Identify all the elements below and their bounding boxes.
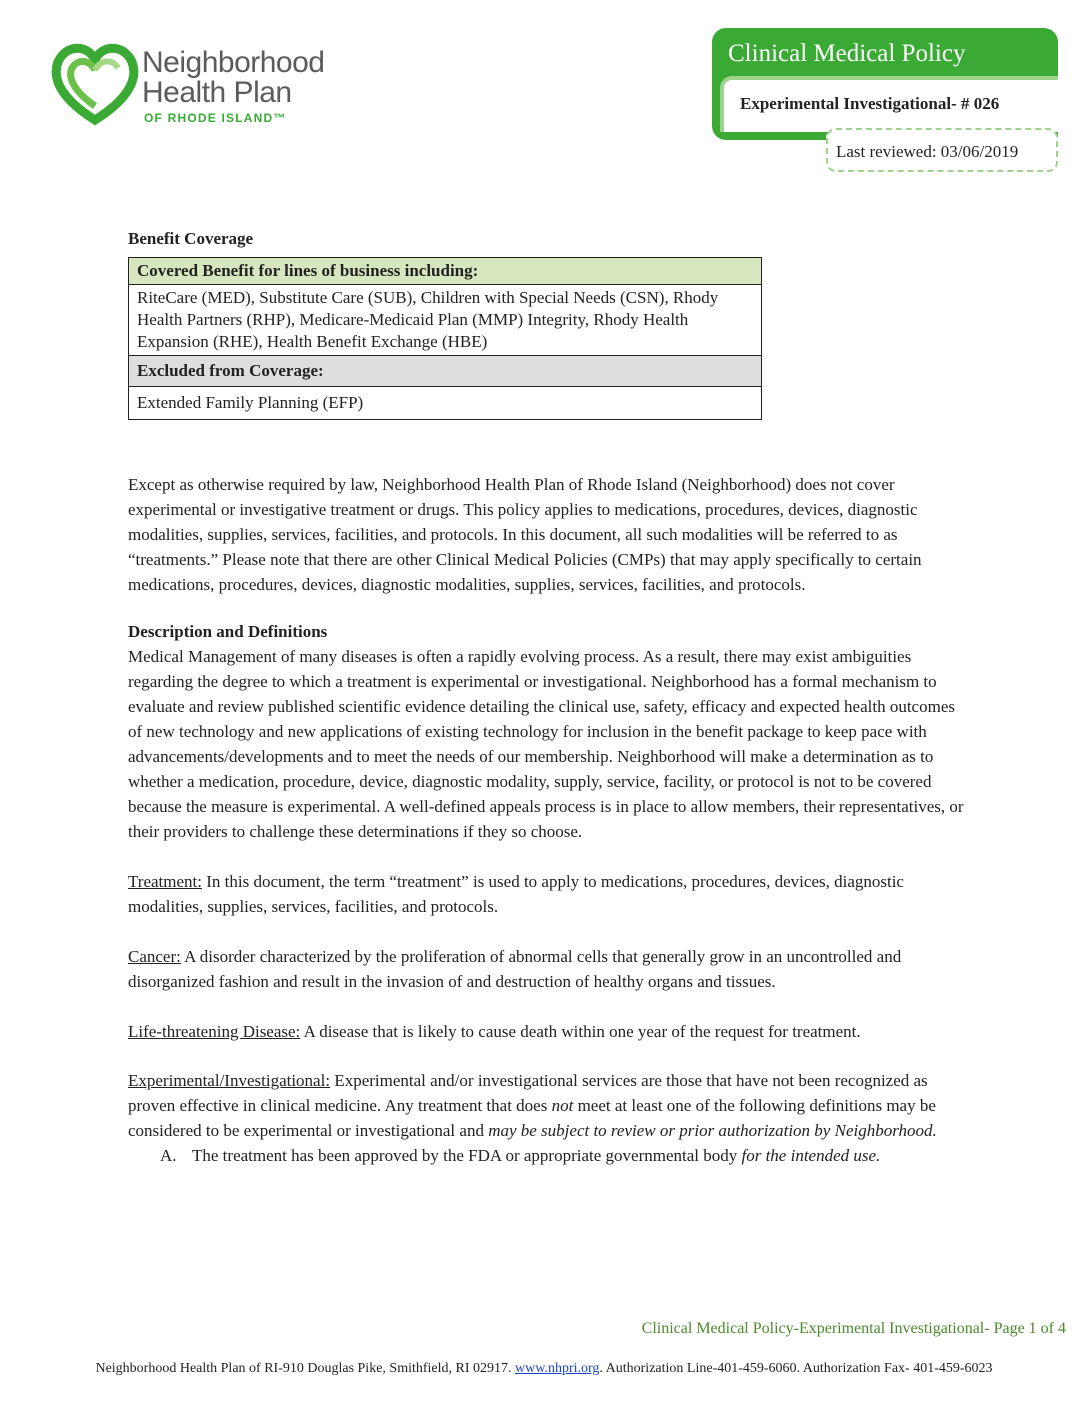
life-threatening-definition bbox=[128, 1019, 964, 1044]
benefit-heading: Benefit Coverage bbox=[128, 229, 254, 248]
coverage-table bbox=[128, 257, 762, 420]
list-item bbox=[160, 1143, 964, 1168]
table-row bbox=[129, 387, 762, 420]
life-threatening-text: A disease that is likely to cause death within one year of the request for treatment. bbox=[300, 1022, 861, 1041]
heart-logo-icon bbox=[50, 40, 140, 126]
table-row bbox=[129, 356, 762, 387]
item-a-italic: for the intended use. bbox=[741, 1146, 881, 1165]
definitions-heading: Description and Definitions bbox=[128, 622, 328, 641]
page-footer: Clinical Medical Policy-Experimental Investigational- Page 1 of 4 bbox=[641, 1320, 1066, 1337]
logo bbox=[50, 40, 350, 130]
last-reviewed: Last reviewed: 03/06/2019 bbox=[836, 142, 1019, 161]
cancer-term: Cancer: bbox=[128, 947, 181, 966]
policy-name: Experimental Investigational- # 026 bbox=[740, 94, 1000, 113]
address-contact: . Authorization Line-401-459-6060. Authorization Fax- 401-459-6023 bbox=[599, 1361, 993, 1376]
excluded-text: Extended Family Planning (EFP) bbox=[129, 387, 762, 420]
experimental-not: not bbox=[551, 1096, 574, 1115]
item-a-label: A. bbox=[160, 1146, 177, 1165]
life-threatening-term: Life-threatening Disease: bbox=[128, 1022, 301, 1041]
excluded-header: Excluded from Coverage: bbox=[129, 356, 762, 387]
logo-name-line2: Health Plan bbox=[142, 76, 292, 109]
covered-header: Covered Benefit for lines of business including: bbox=[129, 258, 762, 285]
logo-name-line1: Neighborhood bbox=[142, 46, 325, 79]
experimental-definition bbox=[128, 1068, 964, 1143]
address-text: Neighborhood Health Plan of RI-910 Douglas Pike, Smithfield, RI 02917. bbox=[95, 1361, 516, 1376]
last-reviewed-box bbox=[826, 128, 1058, 172]
treatment-text: In this document, the term “treatment” is used to apply to medications, procedures, devices, diagnostic modalities, supplies, services, facilities, and protocols. bbox=[128, 872, 904, 916]
table-row bbox=[129, 285, 762, 356]
address-footer bbox=[0, 1361, 1088, 1377]
policy-name-box bbox=[720, 76, 1058, 132]
experimental-term: Experimental/Investigational: bbox=[128, 1071, 331, 1090]
item-a-text: The treatment has been approved by the FDA or appropriate governmental body bbox=[192, 1146, 742, 1165]
experimental-italic: may be subject to review or prior authorization by Neighborhood. bbox=[488, 1121, 937, 1140]
covered-text: RiteCare (MED), Substitute Care (SUB), Children with Special Needs (CSN), Rhody Health Partners (RHP), Medicare-Medicaid Plan (MMP) Integrity, Rhody Health Expansion (RHE), Health Benefit Exchange (HBE) bbox=[129, 285, 762, 356]
document-body bbox=[128, 226, 964, 1168]
policy-title: Clinical Medical Policy bbox=[728, 40, 966, 67]
treatment-term: Treatment: bbox=[128, 872, 202, 891]
logo-name-line3: OF RHODE ISLAND™ bbox=[144, 111, 287, 125]
table-row bbox=[129, 258, 762, 285]
cancer-definition bbox=[128, 944, 964, 994]
experimental-text-2: meet at least one of the following definitions may be considered to be experimental or investigational and bbox=[128, 1096, 936, 1140]
website-link[interactable]: www.nhpri.org bbox=[515, 1361, 600, 1376]
treatment-definition bbox=[128, 869, 964, 919]
cancer-text: A disorder characterized by the proliferation of abnormal cells that generally grow in an uncontrolled and disorganized fashion and result in the invasion of and destruction of healthy organs and tissues. bbox=[128, 947, 902, 991]
experimental-text-1: Experimental and/or investigational services are those that have not been recognized as proven effective in clinical medicine. Any treatment that does bbox=[128, 1071, 928, 1115]
definitions-paragraph: Medical Management of many diseases is often a rapidly evolving process. As a result, there may exist ambiguities regarding the degree to which a treatment is experimental or investigational. Neighborhood has a formal mechanism to evaluate and review published scientific evidence detailing the clinical use, safety, efficacy and expected health outcomes of new technology and new applications of existing technology for inclusion in the benefit package to keep pace with advancements/developments and to meet the needs of our membership. Neighborhood will make a determination as to whether a medication, procedure, device, diagnostic modality, supply, service, facility, or protocol is not to be covered because the measure is experimental. A well-defined appeals process is in place to allow members, their representatives, or their providers to challenge these determinations if they so choose. bbox=[128, 647, 964, 841]
intro-paragraph: Except as otherwise required by law, Neighborhood Health Plan of Rhode Island (Neighborhood) does not cover experimental or investigative treatment or drugs. This policy applies to medications, procedures, devices, diagnostic modalities, supplies, services, facilities, and protocols. In this document, all such modalities will be referred to as “treatments.” Please note that there are other Clinical Medical Policies (CMPs) that may apply specifically to certain medications, procedures, devices, diagnostic modalities, supplies, services, facilities, and protocols. bbox=[128, 475, 922, 594]
